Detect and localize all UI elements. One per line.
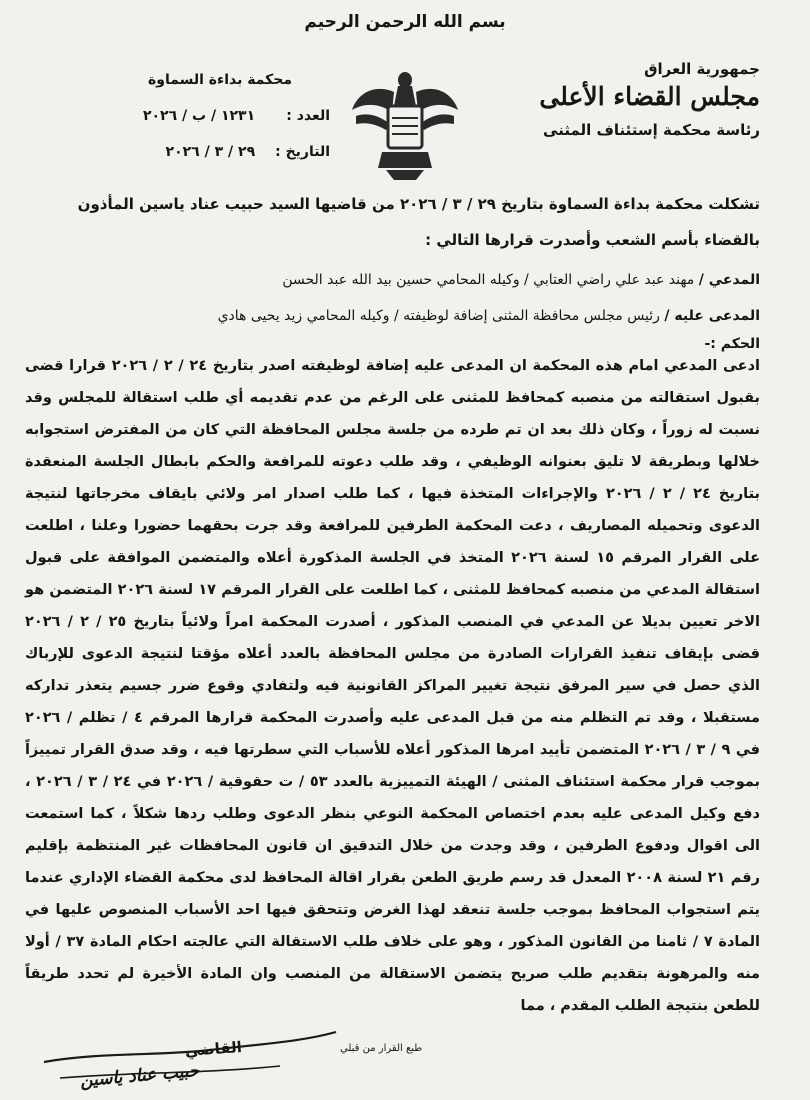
iraq-eagle-emblem-icon [346, 66, 464, 184]
date-value: ٢٩ / ٣ / ٢٠٢٦ [165, 144, 256, 160]
council-title: مجلس القضاء الأعلى [539, 82, 760, 111]
plaintiff-label: المدعي / [698, 272, 760, 288]
defendant-value: رئيس مجلس محافظة المثنى إضافة لوظيفته / وكيله المحامي زيد يحيى هادي [217, 308, 660, 324]
case-reference [110, 62, 330, 170]
ruling-body [25, 350, 760, 1022]
plaintiff-row [25, 262, 760, 298]
ruling-text: ادعى المدعي امام هذه المحكمة ان المدعى عليه إضافة لوظيفته اصدر بتاريخ ٢٤ / ٢ / ٢٠٢٦ قرارا قضى بقبول استقالته من منصبه كمحافظ للمثنى على الرغم من عدم تقديمه أي طلب استقالة للمجلس وقد نسبت له زوراً ، وكان ذلك بعد ان تم طرده من جلسة مجلس المحافظة التي كان من المفترض استجوابه خلالها وبطريقة لا تليق بعنوانه الوظيفي ، وقد طلب دعوته للمرافعة والحكم بابطال الجلسة المنعقدة بتاريخ ٢٤ / ٢ / ٢٠٢٦ والإجراءات المتخذة فيها ، كما طلب اصدار امر ولائي بايقاف مخرجاتها لنتيجة الدعوى وتحميله المصاريف ، دعت المحكمة الطرفين للمرافعة وقد جرت بحقهما حضورا وعلنا ، اطلعت على القرار المرقم ١٥ لسنة ٢٠٢٦ المتخذ في الجلسة المذكورة أعلاه والمتضمن الموافقة على قبول استقالة المدعي من منصبه كمحافظ للمثنى ، كما اطلعت على القرار المرقم ١٧ لسنة ٢٠٢٦ المتضمن هو الاخر تعيين بديلا عن المدعي في المنصب المذكور ، أصدرت المحكمة امراً ولائياً بتاريخ ٢٥ / ٢ / ٢٠٢٦ قضى بإيقاف تنفيذ القرارات الصادرة من مجلس المحافظة بالعدد أعلاه مؤقتا لنتيجة الدعوى للإرباك الذي حصل في سير المرفق نتيجة تغيير المراكز القانونية فيه ولتفادي وقوع ضرر جسيم يتعذر تداركه مستقبلا ، وقد تم التظلم منه من قبل المدعى عليه وأصدرت المحكمة قرارها المرقم ٤ / تظلم / ٢٠٢٦ في ٩ / ٣ / ٢٠٢٦ المتضمن تأييد امرها المذكور أعلاه للأسباب التي سطرتها فيه ، وقد صدق القرار تمييزاً بموجب قرار محكمة استئناف المثنى / الهيئة التمييزية بالعدد ٥٣ / ت حقوقية / ٢٠٢٦ في ٢٤ / ٣ / ٢٠٢٦ ، دفع وكيل المدعى عليه بعدم اختصاص المحكمة النوعي بنظر الدعوى وطلب ردها شكلاً ، كما استمعت الى اقوال ودفوع الطرفين ، وقد وجدت من خلال التدقيق ان قانون المحافظات غير المنتظمة بإقليم رقم ٢١ لسنة ٢٠٠٨ المعدل قد رسم طريق الطعن بقرار اقالة المحافظ لدى محكمة القضاء الإداري عندما يتم استجواب المحافظ بموجب جلسة تنعقد لهذا الغرض وتتحقق فيها احد الأسباب المنصوص عليها في المادة ٧ / ثامنا من القانون المذكور ، وهو على خلاف طلب الاستقالة التي عالجته احكام المادة ٣٧ / أولا منه والمرهونة بتقديم طلب صريح يتضمن الاستقالة من المنصب وان المادة الأخيرة لم تحدد طريقاً للطعن بنتيجة الطلب المقدم ، مما [25, 358, 761, 1014]
number-row [110, 98, 330, 134]
plaintiff-value: مهند عبد علي راضي العتابي / وكيله المحامي حسين بيد الله عبد الحسن [282, 272, 695, 288]
basmala: بسم الله الرحمن الرحيم [304, 12, 506, 32]
date-row [110, 134, 330, 170]
judge-title: القاضي [184, 1038, 243, 1060]
presidency-label: رئاسة محكمة إستئناف المثنى [543, 121, 760, 139]
republic-label: جمهورية العراق [644, 60, 760, 78]
number-value: ١٢٣١ / ب / ٢٠٢٦ [142, 108, 256, 124]
parties-block [25, 262, 760, 362]
court-opening-statement: تشكلت محكمة بداءة السماوة بتاريخ ٢٩ / ٣ / ٢٠٢٦ من قاضيها السيد حبيب عناد ياسين المأذون بالقضاء بأسم الشعب وأصدرت قرارها التالي : [77, 195, 760, 249]
defendant-label: المدعى عليه / [664, 308, 760, 324]
ruling-heading: الحكم :- [704, 336, 760, 352]
date-label: التاريخ : [275, 144, 330, 160]
court-name: محكمة بداءة السماوة [148, 72, 292, 88]
typed-by-note: طبع القرار من قبلي [340, 1043, 423, 1054]
judge-signature-name: حبيب عناد ياسين [79, 1060, 201, 1092]
number-label: العدد : [286, 108, 330, 124]
issuer-header [490, 60, 760, 139]
